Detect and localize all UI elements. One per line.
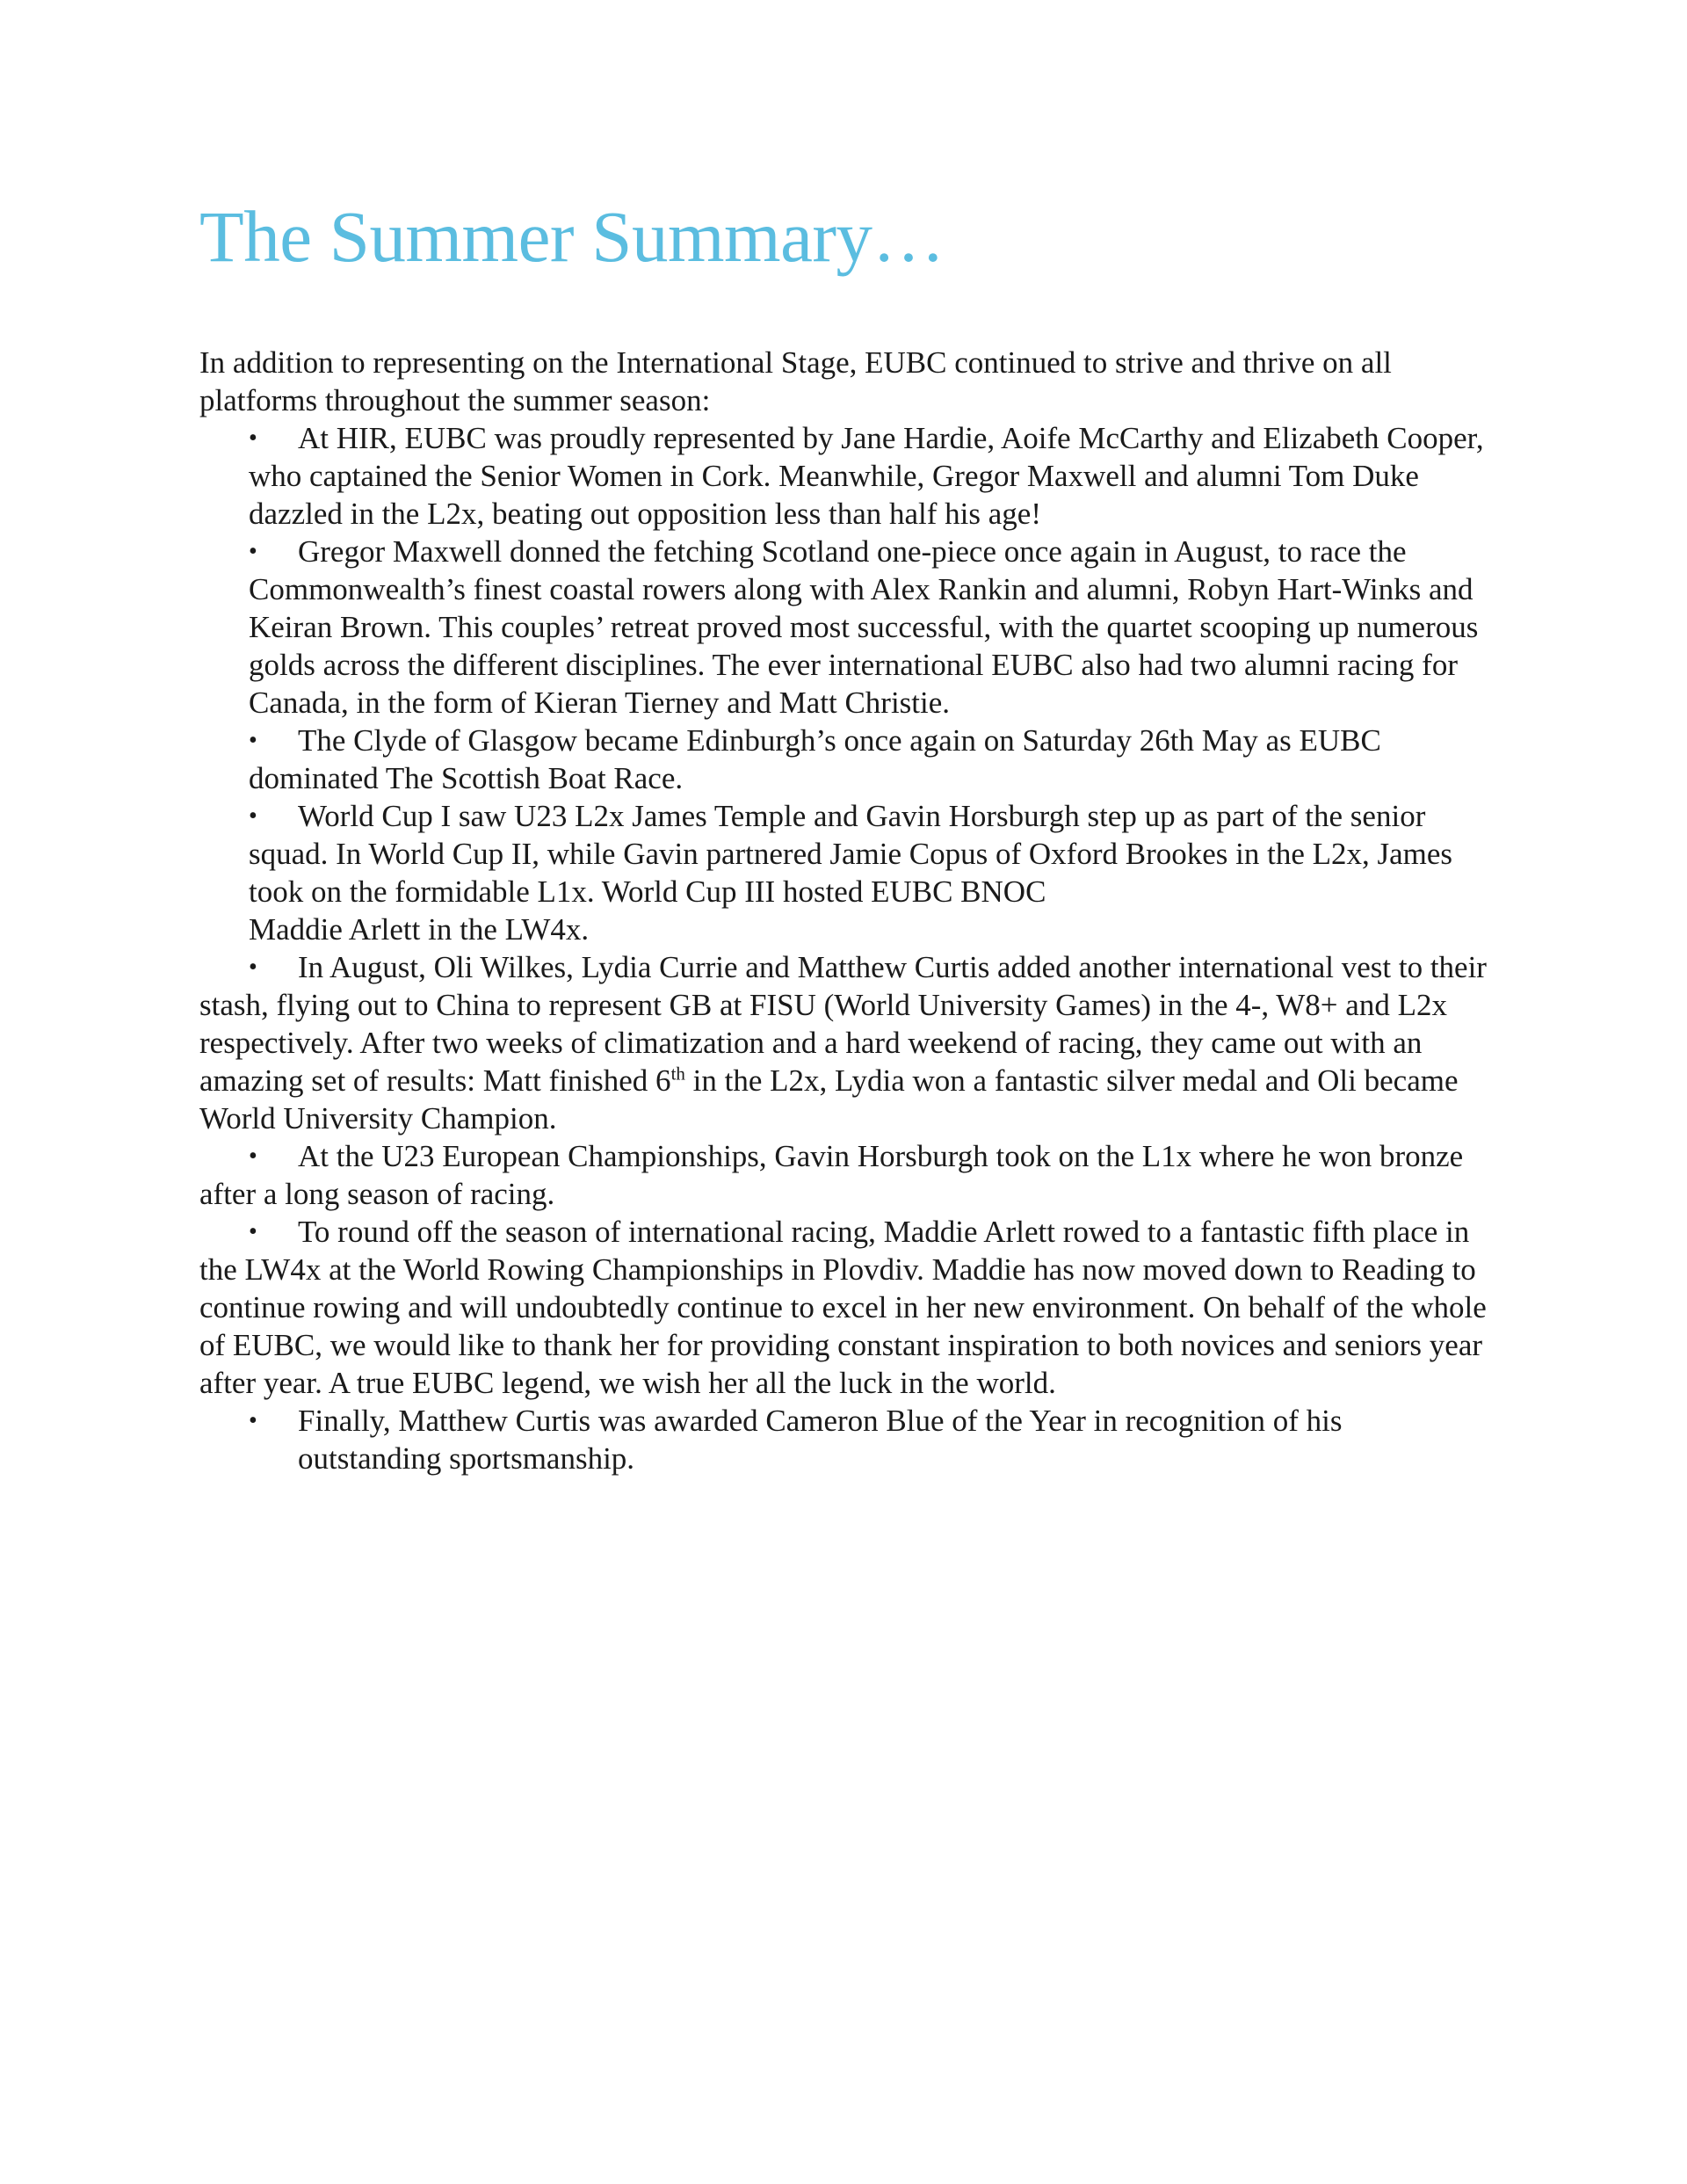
list-item-text-part: in the L2x, Lydia won a fantastic silver medal and Oli became World University Champion.	[199, 1063, 1459, 1136]
list-item	[199, 419, 1491, 533]
document-page	[199, 196, 1491, 1477]
summary-list	[199, 419, 1491, 1477]
intro-paragraph: In addition to representing on the International Stage, EUBC continued to strive and thrive on all platforms throughout the summer season:	[199, 345, 1392, 417]
list-item-text: World Cup I saw U23 L2x James Temple and Gavin Horsburgh step up as part of the senior squad. In World Cup II, while Gavin partnered Jamie Copus of Oxford Brookes in the L2x, James took on the formidable L1x. World Cup III hosted EUBC BNOC	[249, 799, 1453, 909]
list-item-text: At the U23 European Championships, Gavin Horsburgh took on the L1x where he won bronze after a long season of racing.	[199, 1139, 1464, 1211]
list-item-text: At HIR, EUBC was proudly represented by Jane Hardie, Aoife McCarthy and Elizabeth Cooper, who captained the Senior Women in Cork. Meanwhile, Gregor Maxwell and alumni Tom Duke dazzled in the L2x, beating out opposition less than half his age!	[249, 421, 1484, 531]
list-item-text: Gregor Maxwell donned the fetching Scotland one-piece once again in August, to race the Commonwealth’s finest coastal rowers along with Alex Rankin and alumni, Robyn Hart-Winks and Keiran Brown. This couples’ retreat proved most successful, with the quartet scooping up numerous golds across the different disciplines. The ever international EUBC also had two alumni racing for Canada, in the form of Kieran Tierney and Matt Christie.	[249, 534, 1479, 720]
list-item	[199, 1137, 1491, 1213]
bullet-icon: •	[249, 538, 257, 565]
bullet-icon: •	[249, 727, 257, 754]
bullet-icon: •	[249, 802, 257, 830]
list-item	[199, 533, 1491, 722]
bullet-icon: •	[249, 954, 257, 981]
bullet-icon: •	[249, 1218, 257, 1245]
bullet-icon: •	[249, 1407, 257, 1434]
list-item-text-continued: Maddie Arlett in the LW4x.	[249, 912, 590, 947]
bullet-icon: •	[249, 1143, 257, 1170]
list-item	[199, 1213, 1491, 1402]
bullet-icon: •	[249, 424, 257, 452]
list-item-text: The Clyde of Glasgow became Edinburgh’s once again on Saturday 26th May as EUBC dominated The Scottish Boat Race.	[249, 723, 1381, 795]
list-item	[199, 797, 1491, 948]
list-item-text: To round off the season of international racing, Maddie Arlett rowed to a fantastic fifth place in the LW4x at the World Rowing Championships in Plovdiv. Maddie has now moved down to Reading to continue rowing and will undoubtedly continue to excel in her new environment. On behalf of the whole of EUBC, we would like to thank her for providing constant inspiration to both novices and seniors year after year. A true EUBC legend, we wish her all the luck in the world.	[199, 1215, 1487, 1400]
list-item	[199, 948, 1491, 1137]
list-item-text: Finally, Matthew Curtis was awarded Cameron Blue of the Year in recognition of his outstanding sportsmanship.	[298, 1404, 1343, 1476]
list-item	[199, 1402, 1491, 1477]
list-item	[199, 722, 1491, 797]
ordinal-superscript: th	[670, 1063, 685, 1085]
page-title: The Summer Summary…	[199, 196, 945, 277]
list-item-text-part: In August, Oli Wilkes, Lydia Currie and Matthew Curtis added another international vest to their stash, flying out to China to represent GB at FISU (World University Games) in the 4-, W8+ and L2x respectively. After two weeks of climatization and a hard weekend of racing, they came out with an amazing set of results: Matt finished 6	[199, 950, 1487, 1098]
list-item-text	[199, 948, 1491, 1137]
